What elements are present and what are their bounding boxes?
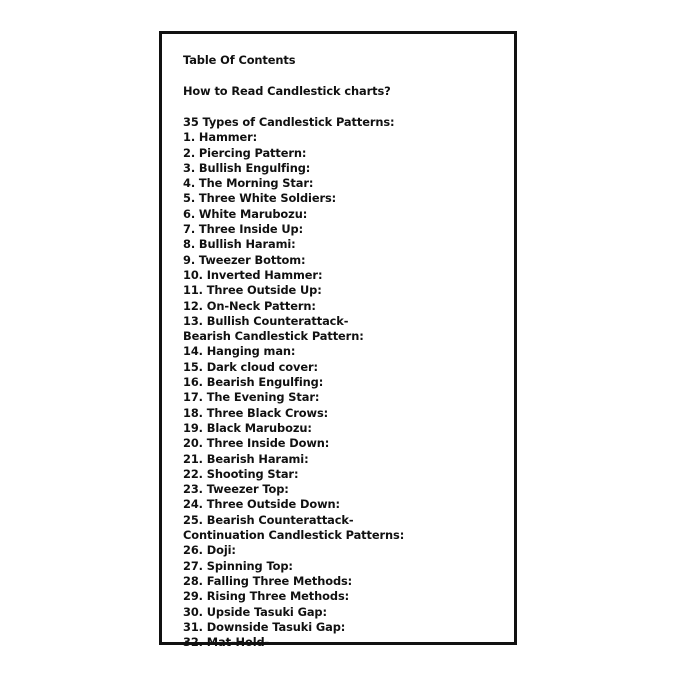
toc-entry: 2. Piercing Pattern: <box>183 145 307 160</box>
toc-entry: 14. Hanging man: <box>183 344 296 359</box>
toc-entry: 13. Bullish Counterattack- <box>183 313 349 328</box>
toc-entry: 31. Downside Tasuki Gap: <box>183 619 346 634</box>
document-page <box>159 31 517 650</box>
toc-entry: 20. Three Inside Down: <box>183 436 330 451</box>
toc-entry: 26. Doji: <box>183 543 236 558</box>
toc-entry: 27. Spinning Top: <box>183 558 293 573</box>
toc-entry: 4. The Morning Star: <box>183 176 314 191</box>
toc-entry: 23. Tweezer Top: <box>183 482 289 497</box>
toc-entry: 29. Rising Three Methods: <box>183 589 350 604</box>
toc-entry: 15. Dark cloud cover: <box>183 359 318 374</box>
toc-entry: 5. Three White Soldiers: <box>183 191 337 206</box>
toc-entry: 17. The Evening Star: <box>183 390 320 405</box>
toc-entry: 32. Mat-Hold- <box>183 635 270 650</box>
toc-entry: 24. Three Outside Down: <box>183 497 340 512</box>
toc-entry: 7. Three Inside Up: <box>183 222 304 237</box>
toc-entry: Continuation Candlestick Patterns: <box>183 528 405 543</box>
toc-entry: 25. Bearish Counterattack- <box>183 512 354 527</box>
toc-entry-list <box>183 115 506 650</box>
toc-entry: Bearish Candlestick Pattern: <box>183 329 364 344</box>
toc-entry: 11. Three Outside Up: <box>183 283 322 298</box>
toc-entry: 18. Three Black Crows: <box>183 405 329 420</box>
toc-heading: Table Of Contents <box>183 53 296 67</box>
toc-entry: 35 Types of Candlestick Patterns: <box>183 115 395 129</box>
toc-intro-entry: How to Read Candlestick charts? <box>183 84 391 98</box>
toc-entry: 3. Bullish Engulfing: <box>183 160 311 175</box>
table-of-contents <box>183 53 506 650</box>
toc-entry: 16. Bearish Engulfing: <box>183 375 324 390</box>
toc-entry: 12. On-Neck Pattern: <box>183 298 316 313</box>
toc-entry: 22. Shooting Star: <box>183 466 299 481</box>
toc-entry: 9. Tweezer Bottom: <box>183 252 306 267</box>
toc-entry: 1. Hammer: <box>183 130 258 145</box>
toc-entry: 28. Falling Three Methods: <box>183 573 353 588</box>
toc-entry: 19. Black Marubozu: <box>183 420 312 435</box>
toc-entry: 30. Upside Tasuki Gap: <box>183 604 327 619</box>
toc-entry: 21. Bearish Harami: <box>183 451 309 466</box>
toc-entry: 6. White Marubozu: <box>183 206 308 221</box>
toc-entry: 10. Inverted Hammer: <box>183 267 323 282</box>
toc-entry: 8. Bullish Harami: <box>183 237 296 252</box>
